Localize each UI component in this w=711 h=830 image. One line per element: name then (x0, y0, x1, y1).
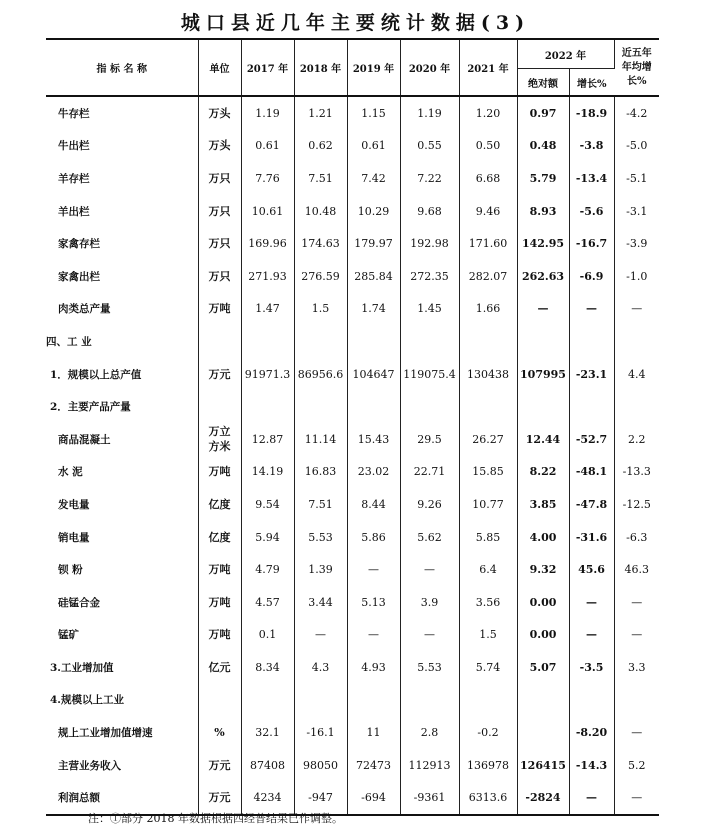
cell-year-2018: 7.51 (294, 162, 347, 195)
cell-2022-growth (569, 390, 614, 423)
cell-year-2017: 7.76 (241, 162, 294, 195)
cell-five-year-avg: -5.1 (626, 171, 648, 185)
row-name: 锰矿 (46, 619, 198, 652)
cell-year-2019: 10.29 (347, 195, 400, 228)
row-name: 水 泥 (46, 456, 198, 489)
row-unit: 万元 (198, 781, 241, 815)
cell-year-2018: 276.59 (294, 260, 347, 293)
cell-year-2019: 8.44 (347, 488, 400, 521)
cell-year-2017: 10.61 (241, 195, 294, 228)
cell-year-2018: 10.48 (294, 195, 347, 228)
cell-year-2021: -0.2 (459, 716, 517, 749)
cell-2022-growth: -8.20 (569, 716, 614, 749)
cell-year-2020: 2.8 (400, 716, 459, 749)
cell-2022-absolute: 0.00 (517, 586, 569, 619)
cell-2022-absolute: 8.93 (517, 195, 569, 228)
cell-2022-absolute: 126415 (517, 749, 569, 782)
cell-year-2021: 130438 (459, 358, 517, 391)
cell-five-year-avg: — (631, 628, 643, 642)
cell-year-2021: 5.74 (459, 651, 517, 684)
cell-2022-absolute: -2824 (517, 781, 569, 815)
table-row (46, 96, 659, 130)
table-row (46, 390, 659, 423)
cell-five-year-avg: 46.3 (624, 563, 650, 577)
header-growth: 增长% (569, 69, 614, 97)
row-unit: 万吨 (198, 586, 241, 619)
cell-year-2020: 9.68 (400, 195, 459, 228)
cell-2022-growth: — (569, 619, 614, 652)
cell-year-2021: 15.85 (459, 456, 517, 489)
cell-year-2020 (400, 325, 459, 358)
cell-2022-absolute: 12.44 (517, 423, 569, 456)
cell-year-2018 (294, 325, 347, 358)
cell-five-year-avg: 4.4 (628, 367, 646, 381)
cell-five-year-avg: -6.3 (626, 530, 648, 544)
cell-2022-absolute (517, 684, 569, 717)
row-unit: 万吨 (198, 553, 241, 586)
cell-five-year-avg (614, 684, 659, 717)
cell-year-2020: 0.55 (400, 130, 459, 163)
cell-year-2018: 0.62 (294, 130, 347, 163)
cell-2022-growth: -6.9 (569, 260, 614, 293)
cell-year-2018: — (294, 619, 347, 652)
cell-2022-absolute: 0.00 (517, 619, 569, 652)
cell-five-year-avg: 3.3 (628, 660, 646, 674)
cell-year-2019 (347, 390, 400, 423)
cell-year-2018: 1.5 (294, 293, 347, 326)
header-year-2020: 2020 年 (400, 39, 459, 96)
cell-2022-absolute: — (517, 293, 569, 326)
cell-year-2021: 3.56 (459, 586, 517, 619)
cell-year-2017: 4.57 (241, 586, 294, 619)
cell-year-2017: 5.94 (241, 521, 294, 554)
cell-five-year-avg: -13.3 (622, 465, 651, 479)
cell-year-2021 (459, 684, 517, 717)
table-row (46, 553, 659, 586)
cell-year-2020: 112913 (400, 749, 459, 782)
row-name: 钡 粉 (46, 553, 198, 586)
cell-year-2021: 1.66 (459, 293, 517, 326)
cell-year-2017: 4234 (241, 781, 294, 815)
cell-year-2021: 136978 (459, 749, 517, 782)
cell-five-year-avg: -5.0 (626, 139, 648, 153)
row-name: 家禽出栏 (46, 260, 198, 293)
cell-2022-growth: — (569, 293, 614, 326)
cell-year-2021: 6.68 (459, 162, 517, 195)
cell-year-2020: 7.22 (400, 162, 459, 195)
cell-year-2018: 3.44 (294, 586, 347, 619)
cell-year-2018: 4.3 (294, 651, 347, 684)
cell-year-2019: 11 (347, 716, 400, 749)
cell-year-2017: 1.19 (241, 96, 294, 130)
cell-year-2020: 119075.4 (400, 358, 459, 391)
cell-2022-growth: -16.7 (569, 227, 614, 260)
cell-2022-absolute: 5.07 (517, 651, 569, 684)
cell-2022-absolute: 107995 (517, 358, 569, 391)
row-unit: 万头 (198, 96, 241, 130)
cell-year-2020: 1.45 (400, 293, 459, 326)
cell-year-2018: 5.53 (294, 521, 347, 554)
header-avg-line3: 长% (627, 75, 647, 87)
table-row (46, 651, 659, 684)
cell-year-2020: 3.9 (400, 586, 459, 619)
cell-year-2019: — (347, 553, 400, 586)
cell-year-2017: 14.19 (241, 456, 294, 489)
page-title: 城口县近几年主要统计数据(3) (180, 12, 531, 34)
row-name: 商品混凝土 (46, 423, 198, 456)
table-row (46, 162, 659, 195)
row-unit: 万吨 (198, 293, 241, 326)
row-name: 3.工业增加值 (46, 651, 198, 684)
table-row (46, 586, 659, 619)
table-row (46, 619, 659, 652)
cell-year-2018: 11.14 (294, 423, 347, 456)
cell-year-2018 (294, 390, 347, 423)
cell-2022-absolute: 0.97 (517, 96, 569, 130)
header-unit: 单位 (198, 39, 241, 96)
table-row (46, 195, 659, 228)
row-unit (198, 325, 241, 358)
table-row (46, 358, 659, 391)
cell-year-2018: 7.51 (294, 488, 347, 521)
cell-2022-absolute (517, 325, 569, 358)
table-row (46, 456, 659, 489)
cell-2022-absolute: 4.00 (517, 521, 569, 554)
row-unit: 万只 (198, 227, 241, 260)
cell-year-2017: 1.47 (241, 293, 294, 326)
cell-year-2017: 32.1 (241, 716, 294, 749)
cell-year-2018: 86956.6 (294, 358, 347, 391)
cell-year-2019: 179.97 (347, 227, 400, 260)
cell-five-year-avg: -1.0 (626, 269, 648, 283)
row-name: 肉类总产量 (46, 293, 198, 326)
cell-year-2021: 282.07 (459, 260, 517, 293)
cell-five-year-avg: — (614, 781, 659, 815)
cell-year-2021: 1.20 (459, 96, 517, 130)
row-name: 牛存栏 (46, 96, 198, 130)
cell-year-2019: 1.15 (347, 96, 400, 130)
cell-year-2018: 98050 (294, 749, 347, 782)
row-unit: 亿元 (198, 651, 241, 684)
cell-year-2017: 9.54 (241, 488, 294, 521)
row-unit: % (198, 716, 241, 749)
table-row (46, 130, 659, 163)
cell-year-2020: 1.19 (400, 96, 459, 130)
table-row (46, 684, 659, 717)
cell-year-2017: 271.93 (241, 260, 294, 293)
cell-five-year-avg (614, 325, 659, 358)
cell-2022-growth: -5.6 (569, 195, 614, 228)
table-body (46, 96, 659, 815)
cell-2022-growth: -48.1 (569, 456, 614, 489)
cell-2022-growth (569, 684, 614, 717)
cell-year-2017 (241, 684, 294, 717)
cell-year-2021: 6313.6 (459, 781, 517, 815)
cell-year-2018: 1.39 (294, 553, 347, 586)
cell-year-2020: -9361 (400, 781, 459, 815)
row-name: 主营业务收入 (46, 749, 198, 782)
cell-year-2020 (400, 390, 459, 423)
cell-2022-growth: -23.1 (569, 358, 614, 391)
header-name: 指 标 名 称 (46, 39, 198, 96)
cell-year-2020: 192.98 (400, 227, 459, 260)
header-avg-line1: 近五年 (621, 47, 652, 59)
cell-year-2017 (241, 325, 294, 358)
cell-year-2019 (347, 684, 400, 717)
cell-2022-growth: -3.5 (569, 651, 614, 684)
table-row (46, 423, 659, 456)
row-unit: 万头 (198, 130, 241, 163)
cell-2022-growth: -14.3 (569, 749, 614, 782)
cell-year-2017: 169.96 (241, 227, 294, 260)
cell-2022-growth: — (569, 586, 614, 619)
cell-2022-growth: -3.8 (569, 130, 614, 163)
cell-year-2021: 5.85 (459, 521, 517, 554)
header-five-year-avg (614, 39, 659, 96)
cell-year-2019: 15.43 (347, 423, 400, 456)
row-name: 四、工 业 (46, 325, 198, 358)
cell-year-2019: — (347, 619, 400, 652)
cell-year-2018: 174.63 (294, 227, 347, 260)
row-unit: 万元 (198, 749, 241, 782)
cell-year-2019: 5.86 (347, 521, 400, 554)
row-unit: 万元 (198, 358, 241, 391)
cell-2022-absolute: 262.63 (517, 260, 569, 293)
cell-year-2017: 87408 (241, 749, 294, 782)
cell-year-2017 (241, 390, 294, 423)
cell-2022-absolute: 8.22 (517, 456, 569, 489)
row-name: 2．主要产品产量 (46, 390, 198, 423)
row-name: 4.规模以上工业 (46, 684, 198, 717)
cell-2022-absolute: 3.85 (517, 488, 569, 521)
cell-2022-growth: -52.7 (569, 423, 614, 456)
table-row (46, 488, 659, 521)
cell-year-2020: 272.35 (400, 260, 459, 293)
cell-year-2018: 16.83 (294, 456, 347, 489)
cell-year-2021: 10.77 (459, 488, 517, 521)
header-avg-line2: 年均增 (621, 61, 652, 73)
row-name: 1．规模以上总产值 (46, 358, 198, 391)
cell-five-year-avg: -12.5 (622, 497, 651, 511)
cell-year-2021 (459, 325, 517, 358)
cell-five-year-avg: -3.9 (626, 237, 648, 251)
row-unit: 万立 方米 (198, 423, 241, 456)
cell-year-2021: 1.5 (459, 619, 517, 652)
header-year-2018: 2018 年 (294, 39, 347, 96)
cell-year-2017: 12.87 (241, 423, 294, 456)
header-year-2017: 2017 年 (241, 39, 294, 96)
cell-2022-growth (569, 325, 614, 358)
table-row (46, 716, 659, 749)
cell-2022-growth: -47.8 (569, 488, 614, 521)
cell-year-2020: — (400, 619, 459, 652)
cell-year-2019: 7.42 (347, 162, 400, 195)
row-name: 硅锰合金 (46, 586, 198, 619)
cell-2022-growth: -13.4 (569, 162, 614, 195)
cell-year-2019: 72473 (347, 749, 400, 782)
cell-year-2018: -947 (294, 781, 347, 815)
header-year-2019: 2019 年 (347, 39, 400, 96)
cell-year-2021: 171.60 (459, 227, 517, 260)
cell-year-2019: 0.61 (347, 130, 400, 163)
row-unit (198, 390, 241, 423)
row-unit (198, 684, 241, 717)
table-row (46, 293, 659, 326)
cell-five-year-avg: — (631, 726, 643, 740)
cell-year-2020: 22.71 (400, 456, 459, 489)
row-unit: 亿度 (198, 521, 241, 554)
cell-year-2017: 0.61 (241, 130, 294, 163)
cell-year-2019: -694 (347, 781, 400, 815)
table-row (46, 260, 659, 293)
cell-year-2018 (294, 684, 347, 717)
cell-2022-absolute: 5.79 (517, 162, 569, 195)
cell-year-2021: 6.4 (459, 553, 517, 586)
row-name: 利润总额 (46, 781, 198, 815)
row-name: 羊出栏 (46, 195, 198, 228)
cell-year-2020: 29.5 (400, 423, 459, 456)
cell-2022-growth: — (569, 781, 614, 815)
cell-2022-absolute (517, 390, 569, 423)
header-absolute: 绝对额 (517, 69, 569, 97)
cell-year-2017: 4.79 (241, 553, 294, 586)
cell-year-2019: 4.93 (347, 651, 400, 684)
cell-five-year-avg: -4.2 (626, 106, 648, 120)
cell-five-year-avg: 5.2 (628, 758, 646, 772)
row-unit: 万吨 (198, 619, 241, 652)
cell-year-2017: 0.1 (241, 619, 294, 652)
cell-five-year-avg: — (631, 302, 643, 316)
row-unit: 万只 (198, 162, 241, 195)
cell-2022-absolute: 0.48 (517, 130, 569, 163)
table-row (46, 749, 659, 782)
cell-year-2019: 104647 (347, 358, 400, 391)
cell-year-2020: 5.62 (400, 521, 459, 554)
header-year-2022: 2022 年 (517, 39, 614, 69)
cell-year-2020 (400, 684, 459, 717)
cell-2022-absolute (517, 716, 569, 749)
table-row (46, 227, 659, 260)
cell-five-year-avg (614, 390, 659, 423)
cell-year-2018: -16.1 (294, 716, 347, 749)
cell-year-2020: 5.53 (400, 651, 459, 684)
row-unit: 万只 (198, 195, 241, 228)
cell-year-2021: 0.50 (459, 130, 517, 163)
cell-year-2021: 9.46 (459, 195, 517, 228)
cell-five-year-avg: — (631, 595, 643, 609)
row-name: 规上工业增加值增速 (46, 716, 198, 749)
cell-2022-growth: 45.6 (569, 553, 614, 586)
cell-2022-growth: -18.9 (569, 96, 614, 130)
cell-year-2020: — (400, 553, 459, 586)
cell-year-2019 (347, 325, 400, 358)
cell-2022-growth: -31.6 (569, 521, 614, 554)
row-name: 发电量 (46, 488, 198, 521)
cell-year-2019: 1.74 (347, 293, 400, 326)
cell-year-2019: 5.13 (347, 586, 400, 619)
table-row (46, 325, 659, 358)
cell-year-2017: 91971.3 (241, 358, 294, 391)
row-unit: 万只 (198, 260, 241, 293)
statistics-table (46, 38, 659, 816)
row-name: 家禽存栏 (46, 227, 198, 260)
row-unit: 万吨 (198, 456, 241, 489)
cell-2022-absolute: 142.95 (517, 227, 569, 260)
cell-year-2021 (459, 390, 517, 423)
cell-2022-absolute: 9.32 (517, 553, 569, 586)
row-unit: 亿度 (198, 488, 241, 521)
cell-five-year-avg: 2.2 (628, 432, 646, 446)
header-year-2021: 2021 年 (459, 39, 517, 96)
cell-year-2019: 23.02 (347, 456, 400, 489)
row-name: 羊存栏 (46, 162, 198, 195)
cell-year-2020: 9.26 (400, 488, 459, 521)
table-row (46, 521, 659, 554)
cell-year-2021: 26.27 (459, 423, 517, 456)
cell-five-year-avg: -3.1 (626, 204, 648, 218)
footnote: 注：①部分 2018 年数据根据四经普结果已作调整。 (88, 812, 343, 825)
cell-year-2017: 8.34 (241, 651, 294, 684)
row-name: 牛出栏 (46, 130, 198, 163)
cell-year-2018: 1.21 (294, 96, 347, 130)
row-name: 销电量 (46, 521, 198, 554)
cell-year-2019: 285.84 (347, 260, 400, 293)
